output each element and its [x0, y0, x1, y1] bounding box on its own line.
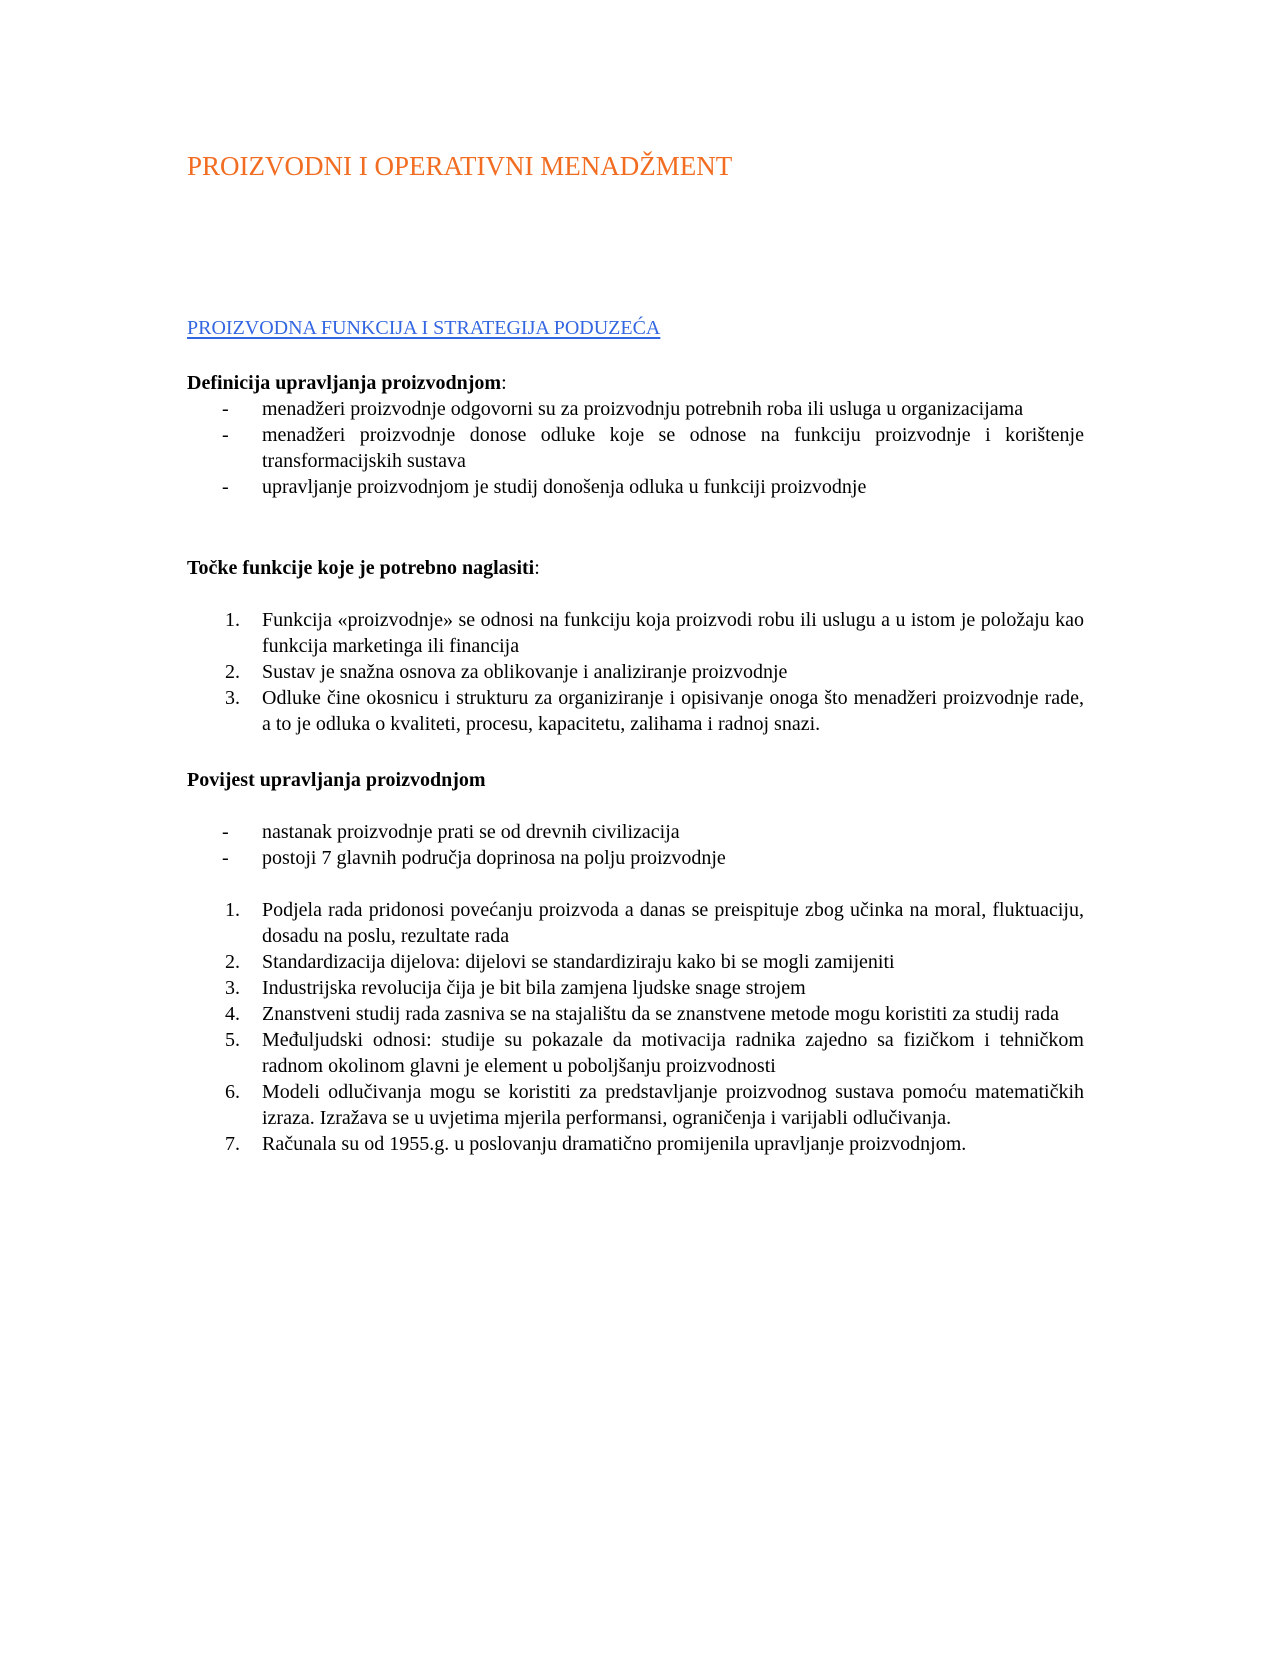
number-marker: 1.: [225, 609, 240, 631]
list-item: [187, 422, 1084, 474]
number-marker: 4.: [225, 1003, 240, 1025]
section-heading-link[interactable]: PROIZVODNA FUNKCIJA I STRATEGIJA PODUZEĆA: [187, 317, 661, 339]
list-item: [187, 949, 1084, 975]
points-label: Točke funkcije koje je potrebno naglasiti: [187, 557, 535, 579]
number-marker: 3.: [225, 687, 240, 709]
list-item-text: Računala su od 1955.g. u poslovanju dramatično promijenila upravljanje proizvodnjom.: [262, 1133, 967, 1155]
list-item: [187, 659, 1084, 685]
list-item-text: Sustav je snažna osnova za oblikovanje i analiziranje proizvodnje: [262, 661, 788, 683]
spacer: [187, 793, 1084, 819]
definition-label: Definicija upravljanja proizvodnjom: [187, 372, 502, 394]
history-block: [187, 767, 1084, 1157]
history-dash-list: [187, 819, 1084, 871]
list-item: [187, 897, 1084, 949]
list-item-text: Podjela rada pridonosi povećanju proizvoda a danas se preispituje zbog učinka na moral, fluktuaciju, dosadu na poslu, rezultate rada: [262, 899, 1084, 947]
definition-colon: :: [501, 372, 507, 394]
number-marker: 2.: [225, 951, 240, 973]
list-item-text: Znanstveni studij rada zasniva se na stajalištu da se znanstvene metode mogu koristiti za studij rada: [262, 1003, 1060, 1025]
points-list: [187, 607, 1084, 737]
list-item-text: menadžeri proizvodnje odgovorni su za proizvodnju potrebnih roba ili usluga u organizacijama: [262, 398, 1024, 420]
list-item: [187, 396, 1084, 422]
spacer: [187, 871, 1084, 897]
list-item: [187, 1027, 1084, 1079]
list-item: [187, 474, 1084, 500]
dash-marker: -: [222, 821, 229, 843]
points-block: [187, 555, 1084, 737]
dash-marker: -: [222, 847, 229, 869]
history-label: Povijest upravljanja proizvodnjom: [187, 769, 486, 791]
spacer: [187, 581, 1084, 607]
list-item-text: nastanak proizvodnje prati se od drevnih civilizacija: [262, 821, 680, 843]
points-heading: [187, 555, 1084, 581]
list-item: [187, 975, 1084, 1001]
list-item-text: Međuljudski odnosi: studije su pokazale da motivacija radnika zajedno sa fizičkom i tehničkom radnom okolinom glavni je element u poboljšanju proizvodnosti: [262, 1029, 1084, 1077]
list-item-text: Funkcija «proizvodnje» se odnosi na funkciju koja proizvodi robu ili uslugu a u istom je položaju kao funkcija marketinga ili financija: [262, 609, 1084, 657]
number-marker: 6.: [225, 1081, 240, 1103]
list-item-text: Modeli odlučivanja mogu se koristiti za predstavljanje proizvodnog sustava pomoću matematičkih izraza. Izražava se u uvjetima mjerila performansi, ograničenja i varijabli odlučivanja.: [262, 1081, 1084, 1129]
section-heading: [187, 315, 660, 341]
list-item-text: Odluke čine okosnicu i strukturu za organiziranje i opisivanje onoga što menadžeri proizvodnje rade, a to je odluka o kvaliteti, procesu, kapacitetu, zalihama i radnoj snazi.: [262, 687, 1084, 735]
number-marker: 5.: [225, 1029, 240, 1051]
definition-heading: [187, 370, 1084, 396]
list-item-text: postoji 7 glavnih područja doprinosa na polju proizvodnje: [262, 847, 726, 869]
list-item: [187, 845, 1084, 871]
number-marker: 1.: [225, 899, 240, 921]
list-item: [187, 819, 1084, 845]
dash-marker: -: [222, 424, 229, 446]
number-marker: 7.: [225, 1133, 240, 1155]
list-item: [187, 1079, 1084, 1131]
list-item: [187, 1001, 1084, 1027]
points-colon: :: [534, 557, 540, 579]
list-item-text: menadžeri proizvodnje donose odluke koje se odnose na funkciju proizvodnje i korištenje transformacijskih sustava: [262, 424, 1084, 472]
list-item-text: upravljanje proizvodnjom je studij donošenja odluka u funkciji proizvodnje: [262, 476, 867, 498]
number-marker: 2.: [225, 661, 240, 683]
list-item: [187, 607, 1084, 659]
list-item: [187, 685, 1084, 737]
dash-marker: -: [222, 398, 229, 420]
history-heading: [187, 767, 1084, 793]
document-title: PROIZVODNI I OPERATIVNI MENADŽMENT: [187, 151, 733, 181]
definition-list: [187, 396, 1084, 500]
list-item: [187, 1131, 1084, 1157]
list-item-text: Industrijska revolucija čija je bit bila zamjena ljudske snage strojem: [262, 977, 806, 999]
definition-block: [187, 370, 1084, 500]
number-marker: 3.: [225, 977, 240, 999]
list-item-text: Standardizacija dijelova: dijelovi se standardiziraju kako bi se mogli zamijeniti: [262, 951, 895, 973]
history-numbered-list: [187, 897, 1084, 1157]
dash-marker: -: [222, 476, 229, 498]
